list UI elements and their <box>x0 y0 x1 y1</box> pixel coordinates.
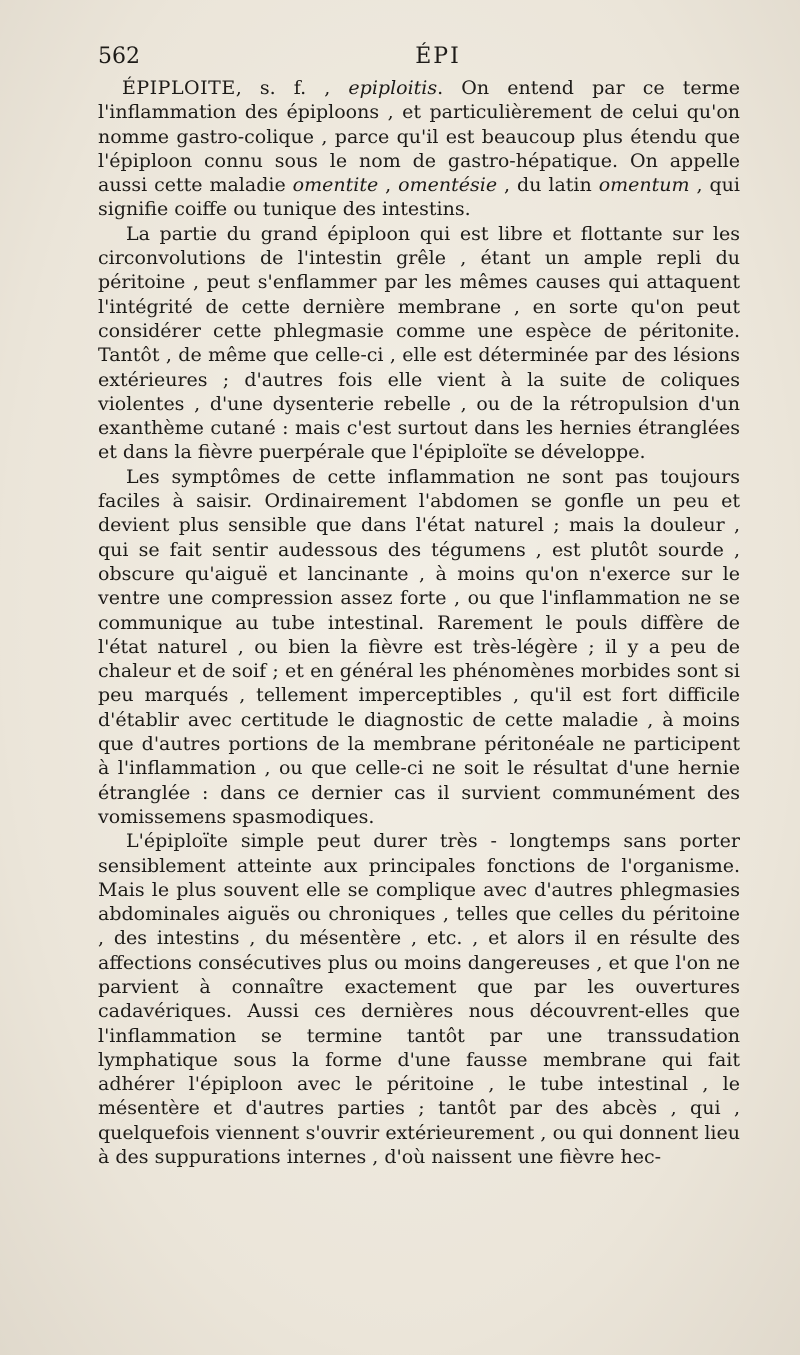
body-text <box>98 76 740 1169</box>
grammar-note: , s. f. , <box>235 77 349 99</box>
headword: ÉPIPLOITE <box>122 77 236 99</box>
synonym-term: omentite <box>292 174 379 197</box>
paragraph-text: . On entend par ce terme l'inflammation des épiploons , et particulièrement de celui qu'on nomme gastro-colique , parce qu'il est beaucoup plus étendu que l'épiploon connu sous le nom de gastro-hépatique. On appelle aussi cette maladie <box>98 77 740 197</box>
paragraph: La partie du grand épiploon qui est libre et flottante sur les circonvolutions de l'intestin grêle , étant un ample repli du péritoine , peut s'enflammer par les mêmes causes qui attaquent l'intégrité de cette dernière membrane , en sorte qu'on peut considérer cette phlegmasie comme une espèce de péritonite. Tantôt , de même que celle-ci , elle est déterminée par des lésions extérieures ; d'autres fois elle vient à la suite de coliques violentes , d'une dysenterie rebelle , ou de la rétropulsion d'un exanthème cutané : mais c'est surtout dans les hernies étranglées et dans la fièvre puerpérale que l'épiploïte se développe. <box>98 222 740 464</box>
page-header <box>98 44 778 74</box>
paragraph: Les symptômes de cette inflammation ne sont pas toujours faciles à saisir. Ordinairement l'abdomen se gonfle un peu et devient plus sensible que dans l'état naturel ; mais la douleur , qui se fait sentir audessous des tégumens , est plutôt sourde , obscure qu'aiguë et lancinante , à moins qu'on n'exerce sur le ventre une compression assez forte , ou que l'inflammation ne se communique au tube intestinal. Rarement le pouls diffère de l'état naturel , ou bien la fièvre est très-légère ; il y a peu de chaleur et de soif ; et en général les phénomènes morbides sont si peu marqués , tellement imperceptibles , qu'il est fort difficile d'établir avec certitude le diagnostic de cette maladie , à moins que d'autres portions de la membrane péritonéale ne participent à l'inflammation , ou que celle-ci ne soit le résultat d'une hernie étranglée : dans ce dernier cas il survient communément des vomissemens spasmodiques. <box>98 465 740 828</box>
separator: , <box>378 174 399 197</box>
paragraph-text: , du latin <box>497 174 599 197</box>
entry-paragraph <box>98 76 740 222</box>
paragraph-text: , qui signifie coiffe ou tunique des intestins. <box>98 174 740 221</box>
paragraph: L'épiploïte simple peut durer très - longtemps sans porter sensiblement atteinte aux principales fonctions de l'organisme. Mais le plus souvent elle se complique avec d'autres phlegmasies abdominales aiguës ou chroniques , telles que celles du péritoine , des intestins , du mésentère , etc. , et alors il en résulte des affections consécutives plus ou moins dangereuses , et que l'on ne parvient à connaître exactement que par les ouvertures cadavériques. Aussi ces dernières nous découvrent-elles que l'inflammation se termine tantôt par une transsudation lymphatique sous la forme d'une fausse membrane qui fait adhérer l'épiploon avec le péritoine , le tube intestinal , le mésentère et d'autres parties ; tantôt par des abcès , qui , quelquefois viennent s'ouvrir extérieurement , ou qui donnent lieu à des suppurations internes , d'où naissent une fièvre hec- <box>98 830 740 1169</box>
running-head: ÉPI <box>415 44 461 69</box>
latin-term: epiploitis <box>348 77 438 99</box>
synonym-term: omentum <box>598 174 690 197</box>
synonym-term: omentésie <box>398 174 498 197</box>
page-number: 562 <box>98 44 140 69</box>
